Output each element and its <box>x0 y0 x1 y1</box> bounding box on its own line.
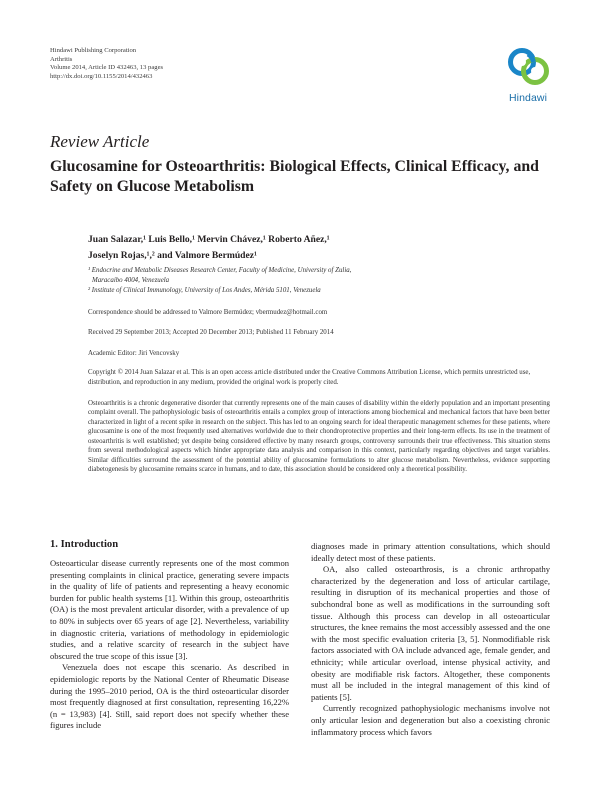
paragraph: OA, also called osteoarthrosis, is a chronic arthropathy characterized by the degeneration and loss of articular cartilage, resulting in disruption of its mechanical properties and those of subchondral bone as well as modifications in the surrounding soft tissue. Although this process can develop in all osteoarticular structures, the knee remains the most accessibly assessed and the one with the most specific evaluation criteria [3, 5]. Nonmodifiable risk factors associated with OA include advanced age, female gender, and ethnicity; while articular overload, intense physical activity, and obesity are modifiable risk factors. Altogether, these components must all be included in the integral management of this kind of patients [5]. <box>311 564 550 702</box>
article-type: Review Article <box>50 132 150 151</box>
publication-dates: Received 29 September 2013; Accepted 20 December 2013; Published 11 February 2014 <box>88 329 334 336</box>
affiliation-2: ² Institute of Clinical Immunology, University of Los Andes, Mérida 5101, Venezuela <box>88 287 321 295</box>
journal-header <box>50 47 163 81</box>
logo-wordmark: Hindawi <box>508 92 548 104</box>
hindawi-logo <box>498 45 558 105</box>
affiliation-1-cont: Maracaibo 4004, Venezuela <box>92 276 170 284</box>
affiliations <box>88 266 548 296</box>
correspondence: Correspondence should be addressed to Valmore Bermúdez; vbermudez@hotmail.com <box>88 309 328 316</box>
hindawi-logo-icon <box>498 45 558 91</box>
body-column-left <box>50 558 289 732</box>
paragraph: Currently recognized pathophysiologic mechanisms involve not only articular lesion and degeneration but also a coexisting chronic inflammatory process which favors <box>311 703 550 737</box>
journal-name: Arthritis <box>50 55 73 63</box>
paragraph: diagnoses made in primary attention consultations, which should ideally detect most of these patients. <box>311 541 550 563</box>
body-column-right <box>311 541 550 738</box>
paragraph: Osteoarticular disease currently represents one of the most common presenting complaints in clinical practice, generating severe impacts in the quality of life of patients and representing a heavy economic burden for public health systems [1]. Within this group, osteoarthritis (OA) is the most prevalent articular disorder, with a prevalence of up to 80% in subjects over 65 years of age [2]. Nevertheless, variability in diagnostic criteria, variations of methodology in epidemiologic studies, and a relative scarcity of research in the subject have obscured the true scope of this issue [3]. <box>50 558 289 661</box>
affiliation-1: ¹ Endocrine and Metabolic Diseases Research Center, Faculty of Medicine, University of Zulia, <box>88 267 352 274</box>
doi-line[interactable]: http://dx.doi.org/10.1155/2014/432463 <box>50 72 153 80</box>
publisher-line: Hindawi Publishing Corporation <box>50 47 137 54</box>
paragraph: Venezuela does not escape this scenario. As described in epidemiologic reports by the National Center of Rheumatic Disease during the 1995–2010 period, OA is the third osteoarticular disorder most frequently diagnosed at first consultation, representing 16,22% (n = 13,983) [4]. Still, said report does not specify whether these figures include <box>50 662 289 731</box>
paper-title: Glucosamine for Osteoarthritis: Biological Effects, Clinical Efficacy, and Safety on Glucose Metabolism <box>50 158 539 195</box>
volume-line: Volume 2014, Article ID 432463, 13 pages <box>50 64 164 72</box>
author-line-1: Juan Salazar,¹ Luis Bello,¹ Mervin Chávez,¹ Roberto Añez,¹ <box>88 234 330 245</box>
license-notice: Copyright © 2014 Juan Salazar et al. This is an open access article distributed under the Creative Commons Attribution License, which permits unrestricted use, distribution, and reproduction in any medium, provided the original work is properly cited. <box>88 369 531 386</box>
section-heading-introduction: 1. Introduction <box>50 539 119 550</box>
abstract: Osteoarthritis is a chronic degenerative disorder that currently represents one of the main causes of disability within the elderly population and an important presenting complaint overall. The pathophysiologic basis of osteoarthritis entails a complex group of interactions among biochemical and mechanical factors that have been better characterized in light of a recent spike in research on the subject. This has led to an ongoing search for ideal therapeutic management schemes for these patients, where glucosamine is one of the most frequently used alternatives worldwide due to their chondroprotective properties and their long-term effects. Its use in the treatment of osteoarthritis is well established; yet despite being considered effective by many research groups, controversy surrounds their true effectiveness. This situation stems from several methodological aspects which hinder appropriate data analysis and comparison in this context, particularly regarding objectives and target variables. Similar difficulties surround the assessment of the potential ability of glucosamine formulations to alter glucose metabolism. Nevertheless, evidence supporting diabetogenesis by glucosamine remains scarce in humans, and to date, this association should be considered only a theoretical possibility. <box>88 400 550 474</box>
academic-editor: Academic Editor: Jiri Vencovsky <box>88 350 180 357</box>
author-list <box>88 232 548 263</box>
author-line-2: Joselyn Rojas,¹,² and Valmore Bermúdez¹ <box>88 249 257 261</box>
